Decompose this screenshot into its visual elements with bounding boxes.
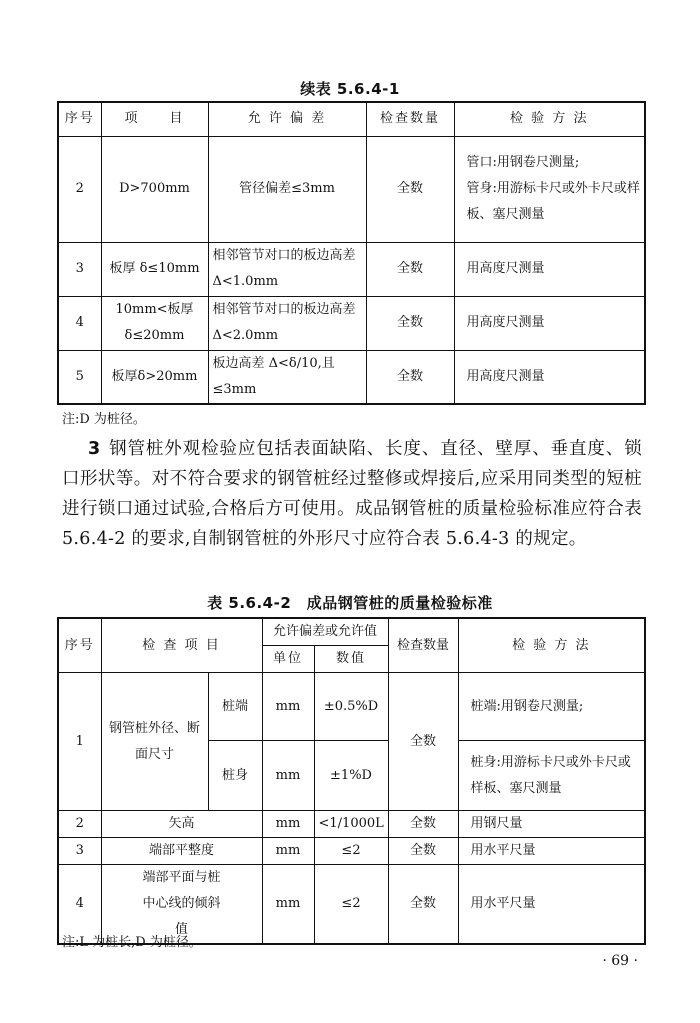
row-value: ±0.5%D — [314, 673, 388, 741]
row-unit: mm — [262, 673, 314, 741]
row-quantity: 全数 — [388, 865, 458, 945]
row-no: 3 — [58, 242, 101, 296]
table2-header-quantity: 检查数量 — [388, 618, 458, 673]
table-row — [58, 242, 645, 296]
row-item: 矢高 — [101, 811, 262, 838]
row-tolerance: 板边高差 Δ<δ/10,且≤3mm — [208, 350, 366, 404]
row-no: 1 — [58, 673, 101, 811]
row-tolerance: 相邻管节对口的板边高差 Δ<2.0mm — [208, 296, 366, 350]
row-quantity: 全数 — [366, 350, 454, 404]
row-item: D>700mm — [101, 136, 208, 242]
page-number: · 69 · — [602, 953, 638, 969]
row-quantity: 全数 — [388, 673, 458, 811]
row-quantity: 全数 — [366, 296, 454, 350]
table1-header-method: 检 验 方 法 — [454, 102, 645, 136]
row-tolerance: 相邻管节对口的板边高差 Δ<1.0mm — [208, 242, 366, 296]
table2-header-row — [58, 618, 645, 646]
row-method: 用钢尺量 — [458, 811, 645, 838]
row-tolerance: 管径偏差≤3mm — [208, 136, 366, 242]
table1 — [57, 101, 646, 405]
row-subitem: 桩端 — [208, 673, 262, 741]
table1-header-row — [58, 102, 645, 136]
row-method: 桩端:用钢卷尺测量; — [458, 673, 645, 741]
row-method: 用高度尺测量 — [454, 242, 645, 296]
row-unit: mm — [262, 838, 314, 865]
row-quantity: 全数 — [366, 136, 454, 242]
method-line: 管口:用钢卷尺测量; — [466, 155, 580, 170]
table-row — [58, 296, 645, 350]
row-no: 2 — [58, 811, 101, 838]
row-quantity: 全数 — [388, 838, 458, 865]
table2-header-tolerance: 允许偏差或允许值 — [262, 618, 388, 646]
row-unit: mm — [262, 811, 314, 838]
table2-header-no: 序号 — [58, 618, 101, 673]
row-subitem: 桩身 — [208, 741, 262, 811]
table-row — [58, 811, 645, 838]
row-no: 4 — [58, 865, 101, 945]
row-method: 用高度尺测量 — [454, 350, 645, 404]
row-method: 用水平尺量 — [458, 865, 645, 945]
table1-caption: 续表 5.6.4-1 — [300, 80, 400, 98]
table-row — [58, 350, 645, 404]
row-method: 用高度尺测量 — [454, 296, 645, 350]
method-line: 管身:用游标卡尺或外卡尺或样板、塞尺测量 — [466, 181, 640, 222]
row-unit: mm — [262, 865, 314, 945]
row-no: 5 — [58, 350, 101, 404]
row-item: 端部平面与桩中心线的倾斜值 — [101, 865, 262, 945]
row-no: 4 — [58, 296, 101, 350]
paragraph-text: 钢管桩外观检验应包括表面缺陷、长度、直径、壁厚、垂直度、锁口形状等。对不符合要求的钢管桩经过整修或焊接后,应采用同类型的短桩进行锁口通过试验,合格后方可使用。成品钢管桩的质量检验标准应符合表 5.6.4-2 的要求,自制钢管桩的外形尺寸应符合表 5.6.4-3 的规定。 — [62, 439, 642, 549]
table2-header-value: 数值 — [314, 646, 388, 673]
table2-header-method: 检 验 方 法 — [458, 618, 645, 673]
table-row — [58, 673, 645, 741]
table-row — [58, 136, 645, 242]
row-quantity: 全数 — [366, 242, 454, 296]
row-value: <1/1000L — [314, 811, 388, 838]
paragraph-number: 3 — [88, 439, 101, 459]
table1-header-quantity: 检查数量 — [366, 102, 454, 136]
table2-caption: 表 5.6.4-2 成品钢管桩的质量检验标准 — [207, 594, 493, 612]
row-no: 2 — [58, 136, 101, 242]
table1-header-tolerance: 允 许 偏 差 — [208, 102, 366, 136]
row-item: 板厚δ>20mm — [101, 350, 208, 404]
row-method — [454, 136, 645, 242]
row-item: 钢管桩外径、断面尺寸 — [101, 673, 208, 811]
row-no: 3 — [58, 838, 101, 865]
table2-note: 注:L 为桩长,D 为桩径。 — [62, 935, 202, 950]
row-item: 10mm<板厚δ≤20mm — [101, 296, 208, 350]
table2 — [57, 617, 646, 945]
body-paragraph — [62, 434, 642, 554]
table2-header-unit: 单位 — [262, 646, 314, 673]
row-method: 用水平尺量 — [458, 838, 645, 865]
table1-header-no: 序号 — [58, 102, 101, 136]
row-unit: mm — [262, 741, 314, 811]
row-value: ≤2 — [314, 865, 388, 945]
table1-note: 注:D 为桩径。 — [62, 412, 146, 427]
table1-header-item: 项 目 — [101, 102, 208, 136]
row-quantity: 全数 — [388, 811, 458, 838]
table-row — [58, 838, 645, 865]
row-item: 板厚 δ≤10mm — [101, 242, 208, 296]
row-value: ±1%D — [314, 741, 388, 811]
row-value: ≤2 — [314, 838, 388, 865]
row-item: 端部平整度 — [101, 838, 262, 865]
row-method: 桩身:用游标卡尺或外卡尺或样板、塞尺测量 — [458, 741, 645, 811]
table2-header-item: 检 查 项 目 — [101, 618, 262, 673]
